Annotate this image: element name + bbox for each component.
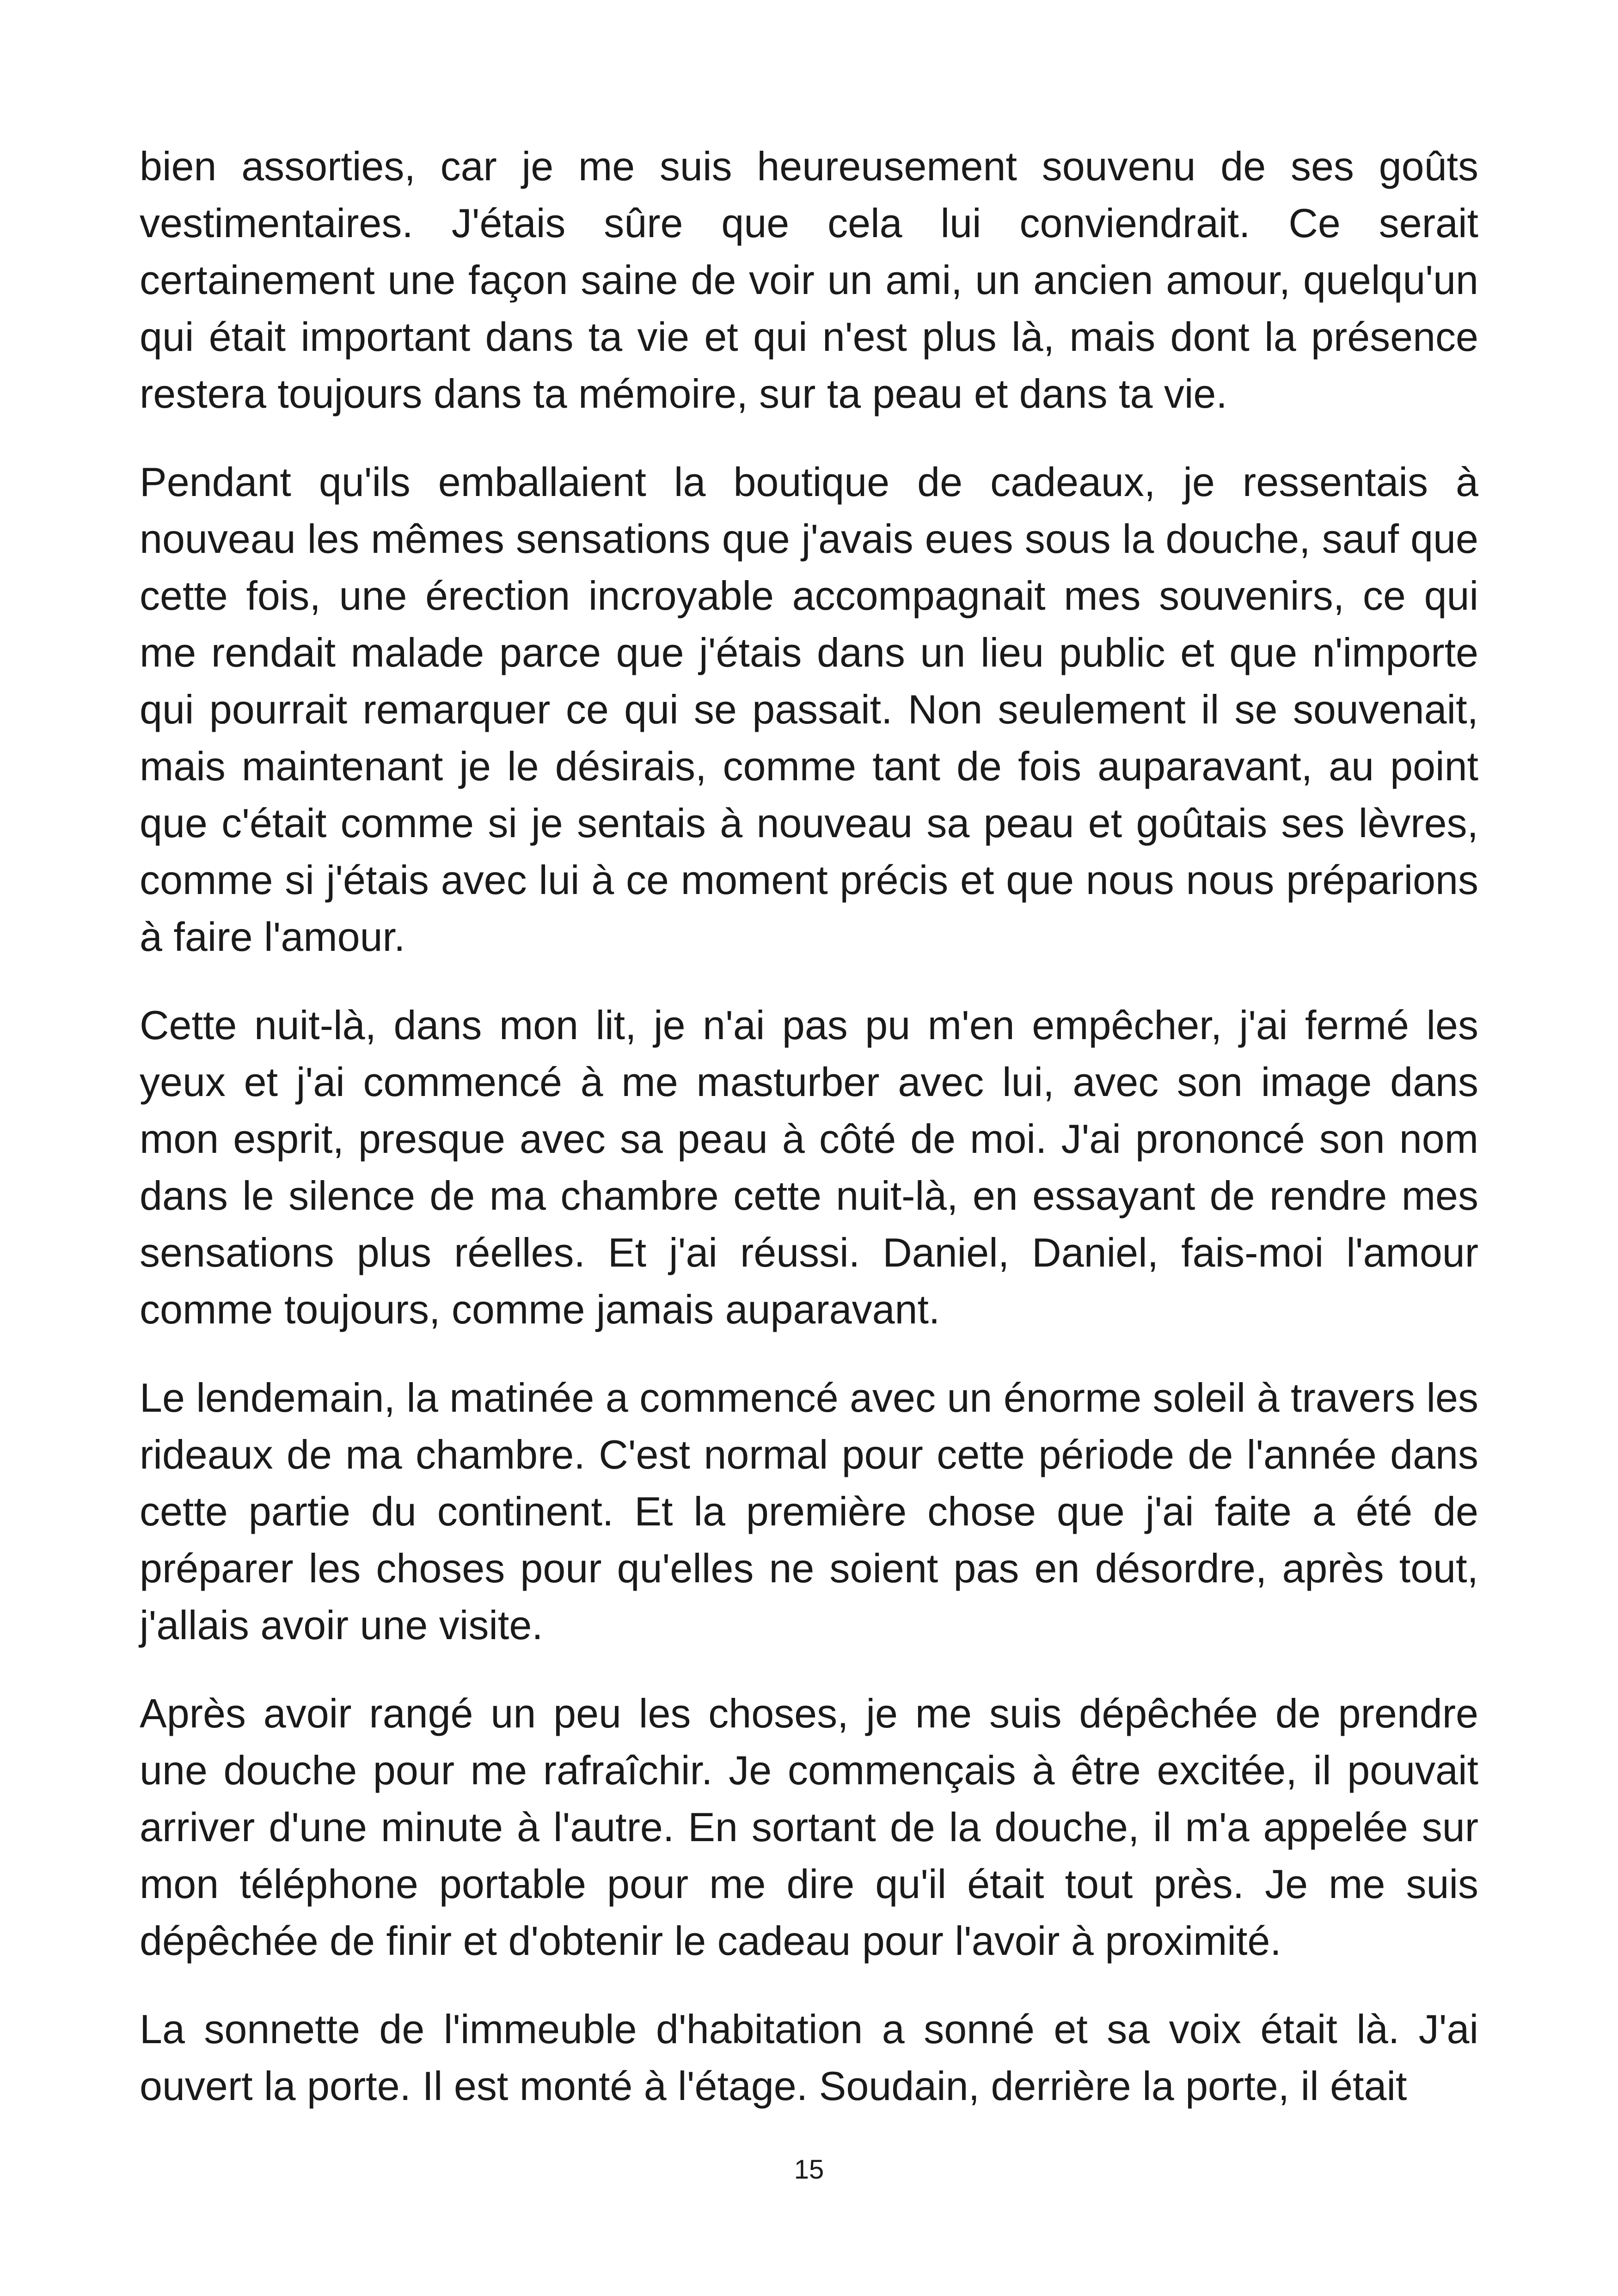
paragraph: Cette nuit-là, dans mon lit, je n'ai pas pu m'en empêcher, j'ai fermé les yeux et j'ai commencé à me masturber avec lui, avec son image dans mon esprit, presque avec sa peau à côté de moi. J'ai prononcé son nom dans le silence de ma chambre cette nuit-là, en essayant de rendre mes sensations plus réelles. Et j'ai réussi. Daniel, Daniel, fais-moi l'amour comme toujours, comme jamais auparavant. <box>140 1002 1478 1332</box>
page-number: 15 <box>794 2155 824 2185</box>
body-text <box>140 138 1478 2146</box>
paragraph: bien assorties, car je me suis heureusement souvenu de ses goûts vestimentaires. J'étais sûre que cela lui conviendrait. Ce serait certainement une façon saine de voir un ami, un ancien amour, quelqu'un qui était important dans ta vie et qui n'est plus là, mais dont la présence restera toujours dans ta mémoire, sur ta peau et dans ta vie. <box>140 143 1478 416</box>
paragraph: Pendant qu'ils emballaient la boutique de cadeaux, je ressentais à nouveau les mêmes sensations que j'avais eues sous la douche, sauf que cette fois, une érection incroyable accompagnait mes souvenirs, ce qui me rendait malade parce que j'étais dans un lieu public et que n'importe qui pourrait remarquer ce qui se passait. Non seulement il se souvenait, mais maintenant je le désirais, comme tant de fois auparavant, au point que c'était comme si je sentais à nouveau sa peau et goûtais ses lèvres, comme si j'étais avec lui à ce moment précis et que nous nous préparions à faire l'amour. <box>140 459 1478 960</box>
paragraph: Après avoir rangé un peu les choses, je me suis dépêchée de prendre une douche pour me rafraîchir. Je commençais à être excitée, il pouvait arriver d'une minute à l'autre. En sortant de la douche, il m'a appelée sur mon téléphone portable pour me dire qu'il était tout près. Je me suis dépêchée de finir et d'obtenir le cadeau pour l'avoir à proximité. <box>140 1690 1478 1964</box>
paragraph: Le lendemain, la matinée a commencé avec un énorme soleil à travers les rideaux de ma chambre. C'est normal pour cette période de l'année dans cette partie du continent. Et la première chose que j'ai faite a été de préparer les choses pour qu'elles ne soient pas en désordre, après tout, j'allais avoir une visite. <box>140 1375 1478 1648</box>
paragraph: La sonnette de l'immeuble d'habitation a sonné et sa voix était là. J'ai ouvert la porte. Il est monté à l'étage. Soudain, derrière la porte, il était <box>140 2006 1478 2109</box>
